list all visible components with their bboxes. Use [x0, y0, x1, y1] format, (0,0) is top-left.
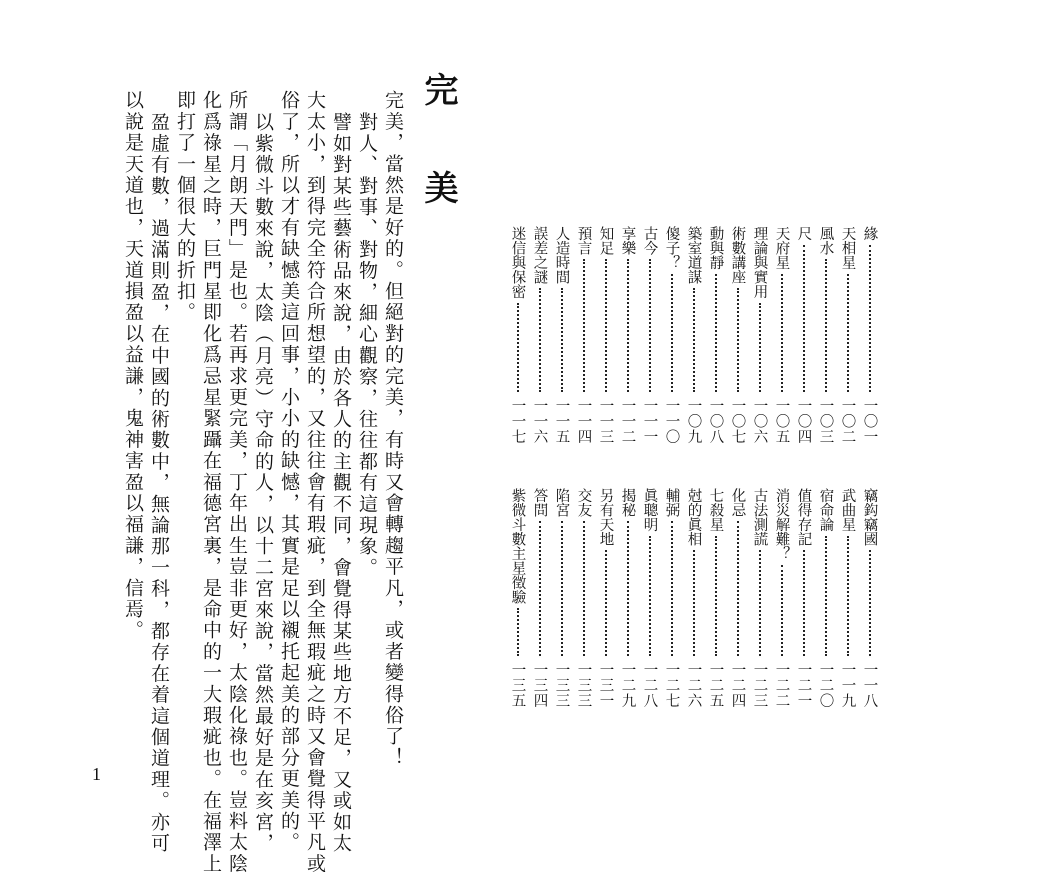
toc-entry: [818, 226, 833, 444]
toc-leader-dots: [803, 245, 805, 392]
toc-entry-title: 消災解難？: [773, 488, 790, 561]
toc-entry: [862, 488, 877, 708]
toc-entry-title: 交友: [575, 488, 592, 517]
toc-entry-page: 一〇六: [751, 397, 768, 444]
essay-line: 盈虛有數，過滿則盈，在中國的術數中，無論那一科，都存在着這個道理。亦可: [148, 112, 170, 854]
toc-leader-dots: [627, 521, 629, 656]
toc-entry: [554, 226, 569, 444]
toc-entry-page: 一二六: [685, 661, 702, 708]
toc-entry-title: 答問: [531, 488, 548, 517]
toc-entry-page: 一〇一: [861, 397, 878, 444]
page-number: 1: [92, 764, 101, 784]
toc-entry-title: 動與靜: [707, 226, 724, 270]
toc-entry-title: 揭秘: [619, 488, 636, 517]
toc-leader-dots: [517, 608, 519, 656]
toc-entry: [642, 488, 657, 708]
essay-line: 即打了一個很大的折扣。: [174, 90, 196, 324]
toc-entry-title: 紫微斗數主星徵驗: [509, 488, 526, 604]
toc-entry: [730, 226, 745, 444]
toc-entry-title: 竊鈎竊國: [861, 488, 878, 546]
toc-leader-dots: [781, 274, 783, 392]
toc-entry-page: 一二〇: [817, 661, 834, 708]
essay-line: 大太小，到得完全符合所想望的，又往往會有瑕疵，到全無瑕疵之時又會覺得平凡或: [304, 90, 326, 874]
toc-entry-title: 另有天地: [597, 488, 614, 546]
toc-entry-title: 宿命論: [817, 488, 834, 532]
toc-entry-page: 一三三: [575, 661, 592, 708]
toc-leader-dots: [517, 303, 519, 392]
toc-leader-dots: [583, 259, 585, 392]
toc-entry-title: 化忌: [729, 488, 746, 517]
toc-leader-dots: [781, 565, 783, 656]
toc-entry-page: 一〇七: [729, 397, 746, 444]
toc-entry: [532, 488, 547, 708]
toc-entry-title: 尅的眞相: [685, 488, 702, 546]
toc-entry-title: 享樂: [619, 226, 636, 255]
toc-entry: [796, 488, 811, 708]
toc-leader-dots: [605, 259, 607, 392]
toc-entry-page: 一一四: [575, 397, 592, 444]
toc-leader-dots: [671, 521, 673, 656]
toc-leader-dots: [737, 288, 739, 392]
toc-leader-dots: [759, 303, 761, 392]
toc-entry: [576, 488, 591, 708]
toc-entry: [708, 488, 723, 708]
toc-entry: [554, 488, 569, 708]
toc-entry: [840, 488, 855, 708]
toc-entry-page: 一〇五: [773, 397, 790, 444]
toc-entry-page: 一〇四: [795, 397, 812, 444]
toc-leader-dots: [693, 550, 695, 656]
toc-entry-page: 一二八: [641, 661, 658, 708]
toc-leader-dots: [803, 550, 805, 656]
toc-entry-page: 一〇九: [685, 397, 702, 444]
toc-leader-dots: [605, 550, 607, 656]
toc-entry-title: 陷宮: [553, 488, 570, 517]
toc-entry-page: 一二三: [751, 661, 768, 708]
toc-leader-dots: [825, 536, 827, 656]
toc-entry: [510, 488, 525, 708]
toc-entry: [576, 226, 591, 444]
toc-entry-page: 一二九: [619, 661, 636, 708]
toc-entry: [796, 226, 811, 444]
toc-entry-page: 一二五: [707, 661, 724, 708]
toc-entry: [598, 226, 613, 444]
toc-leader-dots: [583, 521, 585, 656]
toc-entry-title: 天相星: [839, 226, 856, 270]
essay-line: 對人、對事、對物，細心觀察，往往都有這現象。: [356, 112, 378, 579]
toc-entry-title: 築室道謀: [685, 226, 702, 284]
toc-leader-dots: [847, 536, 849, 656]
toc-entry: [686, 226, 701, 444]
toc-entry-page: 一一九: [839, 661, 856, 708]
toc-entry-title: 眞聰明: [641, 488, 658, 532]
toc-entry-page: 一一六: [531, 397, 548, 444]
toc-leader-dots: [715, 274, 717, 392]
toc-entry-title: 七殺星: [707, 488, 724, 532]
essay-line: 譬如對某些藝術品來說，由於各人的主觀不同，會覺得某些地方不足，又或如太: [330, 112, 352, 854]
toc-leader-dots: [539, 288, 541, 392]
essay-line: 以紫微斗數來說，太陰（月亮）守命的人，以十二宮來說，當然最好是在亥宮，: [252, 112, 274, 854]
toc-entry: [642, 226, 657, 444]
toc-entry: [774, 488, 789, 708]
toc-entry: [840, 226, 855, 444]
toc-entry-page: 一三三: [553, 661, 570, 708]
toc-entry-title: 武曲星: [839, 488, 856, 532]
toc-leader-dots: [539, 521, 541, 656]
toc-leader-dots: [649, 536, 651, 656]
toc-entry-page: 一一〇: [663, 397, 680, 444]
toc-entry-title: 天府星: [773, 226, 790, 270]
toc-entry-page: 一二七: [663, 661, 680, 708]
toc-leader-dots: [759, 550, 761, 656]
toc-entry-title: 古今: [641, 226, 658, 255]
toc-leader-dots: [847, 274, 849, 392]
toc-entry-title: 風水: [817, 226, 834, 255]
toc-entry-page: 一三五: [509, 661, 526, 708]
toc-entry-page: 一一二: [619, 397, 636, 444]
toc-leader-dots: [737, 521, 739, 656]
toc-entry: [730, 488, 745, 708]
toc-entry-title: 尺: [795, 226, 812, 241]
toc-entry-page: 一二四: [729, 661, 746, 708]
essay-title: 完 美: [418, 72, 458, 230]
essay-line: 化爲祿星之時，巨門星即化爲忌星緊躡在福德宮裏，是命中的一大瑕疵也。在福澤上: [200, 90, 222, 874]
toc-entry-title: 迷信與保密: [509, 226, 526, 299]
toc-leader-dots: [671, 274, 673, 392]
toc-entry-title: 緣: [861, 226, 878, 241]
toc-entry-page: 一一五: [553, 397, 570, 444]
toc-entry: [752, 488, 767, 708]
toc-entry-page: 一一一: [641, 397, 658, 444]
toc-entry-title: 知足: [597, 226, 614, 255]
toc-leader-dots: [869, 550, 871, 656]
toc-entry: [532, 226, 547, 444]
toc-entry-page: 一三四: [531, 661, 548, 708]
toc-entry-title: 古法測謊: [751, 488, 768, 546]
toc-entry-page: 一〇三: [817, 397, 834, 444]
toc-entry-page: 一二二: [773, 661, 790, 708]
toc-leader-dots: [825, 259, 827, 392]
toc-leader-dots: [627, 259, 629, 392]
essay-line: 以說是天道也，天道損盈以益謙，鬼神害盈以福謙，信焉。: [122, 90, 144, 642]
toc-entry-page: 一一七: [509, 397, 526, 444]
essay-line: 所謂「月朗天門」是也。若再求更完美，丁年出生豈非更好，太陰化祿也。豈料太陰: [226, 90, 248, 874]
toc-entry: [664, 226, 679, 444]
toc-leader-dots: [693, 288, 695, 392]
toc-entry: [774, 226, 789, 444]
toc-entry: [620, 226, 635, 444]
toc-leader-dots: [715, 536, 717, 656]
toc-entry-page: 一一三: [597, 397, 614, 444]
toc-leader-dots: [561, 521, 563, 656]
essay-line: 完美，當然是好的。但絕對的完美，有時又會轉趨平凡，或者變得俗了！: [382, 90, 404, 769]
toc-entry-page: 一〇二: [839, 397, 856, 444]
toc-entry: [752, 226, 767, 444]
toc-entry: [686, 488, 701, 708]
toc-entry-page: 一三一: [597, 661, 614, 708]
toc-entry-title: 傻子？: [663, 226, 680, 270]
toc-entry-title: 誤差之謎: [531, 226, 548, 284]
toc-entry-title: 輔弼: [663, 488, 680, 517]
toc-entry-title: 值得存記: [795, 488, 812, 546]
toc-entry: [620, 488, 635, 708]
toc-entry-title: 預言: [575, 226, 592, 255]
toc-entry-page: 一〇八: [707, 397, 724, 444]
toc-entry-title: 理論與實用: [751, 226, 768, 299]
toc-entry-page: 一二一: [795, 661, 812, 708]
essay-line: 俗了，所以才有缺憾美這回事，小小的缺憾，其實是足以襯托起美的部分更美的。: [278, 90, 300, 854]
toc-entry-page: 一一八: [861, 661, 878, 708]
toc-leader-dots: [561, 288, 563, 392]
toc-entry: [818, 488, 833, 708]
toc-entry: [510, 226, 525, 444]
toc-entry-title: 人造時間: [553, 226, 570, 284]
toc-leader-dots: [869, 245, 871, 392]
toc-leader-dots: [649, 259, 651, 392]
toc-entry: [664, 488, 679, 708]
toc-entry: [598, 488, 613, 708]
toc-entry: [708, 226, 723, 444]
toc-entry-title: 術數講座: [729, 226, 746, 284]
toc-entry: [862, 226, 877, 444]
